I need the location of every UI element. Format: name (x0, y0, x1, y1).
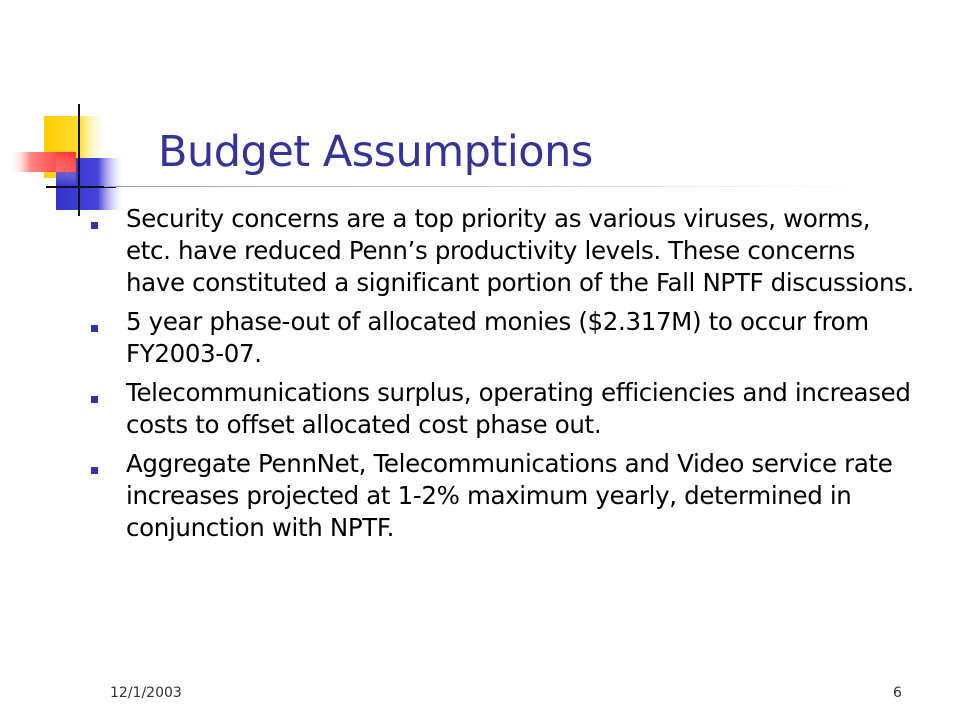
square-bullet-icon (91, 396, 98, 403)
footer-date: 12/1/2003 (110, 685, 182, 701)
bullet-text: Aggregate PennNet, Telecommunications and Video service rate increases projected at 1-2% maximum yearly, determined in conjunction with NPTF. (126, 449, 893, 542)
bullet-text: 5 year phase-out of allocated monies ($2.317M) to occur from FY2003-07. (126, 307, 869, 368)
bullet-text: Security concerns are a top priority as various viruses, worms, etc. have reduced Penn’s productivity levels. These concerns have constituted a significant portion of the Fall NPTF discussions. (126, 204, 914, 297)
bullet-item-rate-increases (88, 448, 918, 544)
page-number: 6 (893, 685, 902, 701)
bullet-text: Telecommunications surplus, operating efficiencies and increased costs to offset allocated cost phase out. (126, 378, 911, 439)
bullet-item-security (88, 203, 918, 299)
title-divider (104, 186, 860, 187)
slide-title: Budget Assumptions (158, 127, 593, 177)
bullet-item-phase-out (88, 306, 918, 370)
square-bullet-icon (91, 325, 98, 332)
square-bullet-icon (91, 222, 98, 229)
bullet-item-telecom-surplus (88, 377, 918, 441)
logo-graphic (0, 0, 200, 230)
square-bullet-icon (91, 467, 98, 474)
bullet-list (88, 203, 918, 551)
